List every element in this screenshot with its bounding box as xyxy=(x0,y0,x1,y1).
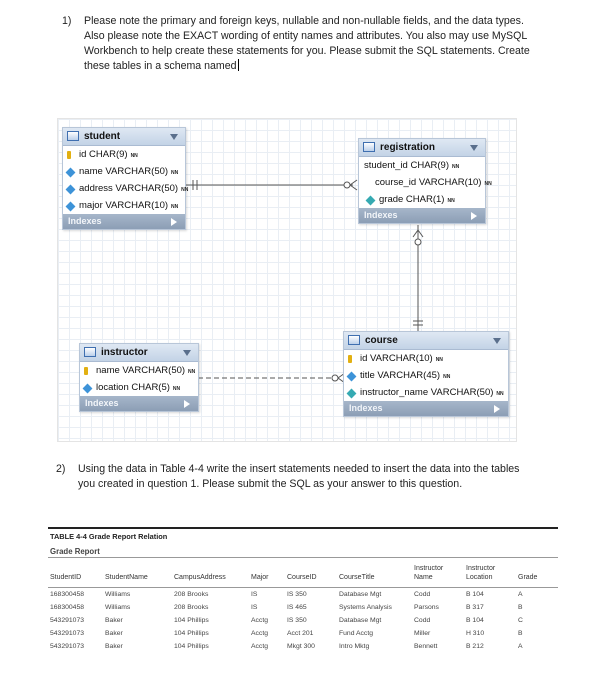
indexes-label: Indexes xyxy=(68,216,102,226)
question-1-line: Also please note the EXACT wording of entity names and attributes. You also may use MySQL xyxy=(84,30,528,42)
table-cell: 208 Brooks xyxy=(174,591,209,598)
table-cell: A xyxy=(518,643,523,650)
entity-header[interactable] xyxy=(80,344,198,362)
table-cell: Baker xyxy=(105,630,123,637)
entity-name: registration xyxy=(380,142,436,153)
table-cell: Systems Analysis xyxy=(339,604,392,611)
table-cell: Acctg xyxy=(251,630,268,637)
table-cell: 543291073 xyxy=(50,630,85,637)
column-header: StudentID xyxy=(50,574,82,581)
question-2-line: Using the data in Table 4-4 write the insert statements needed to insert the data into the tables xyxy=(78,463,520,475)
collapse-arrow-icon[interactable] xyxy=(183,350,191,356)
field-text: name VARCHAR(50) xyxy=(96,365,186,376)
field-text: id CHAR(9) xyxy=(79,149,128,160)
entity-name: instructor xyxy=(101,347,148,358)
field-row xyxy=(344,350,508,367)
field-row xyxy=(80,362,198,379)
nn-tag: NN xyxy=(172,386,181,392)
table-cell: Parsons xyxy=(414,604,439,611)
question-2 xyxy=(56,462,566,494)
primary-key-icon xyxy=(348,355,352,363)
table-icon xyxy=(363,142,375,152)
field-row xyxy=(80,379,198,396)
table-cell: 104 Phillips xyxy=(174,643,209,650)
question-2-line: you created in question 1. Please submit the SQL as your answer to this question. xyxy=(78,478,463,490)
entity-instructor[interactable] xyxy=(79,343,199,412)
question-2-text xyxy=(78,462,519,492)
table-cell: B 104 xyxy=(466,591,484,598)
table-cell: IS xyxy=(251,604,258,611)
nn-tag: NN xyxy=(496,391,504,397)
column-header: Grade xyxy=(518,574,538,581)
question-1-line: Workbench to help create these statements for you. Please submit the SQL statements. Create xyxy=(84,45,530,57)
column-diamond-icon xyxy=(366,196,376,206)
indexes-label: Indexes xyxy=(364,210,398,220)
table-cell: Bennett xyxy=(414,643,438,650)
field-row xyxy=(344,367,508,384)
table-cell: 543291073 xyxy=(50,643,85,650)
collapse-arrow-icon[interactable] xyxy=(493,338,501,344)
table-cell: 208 Brooks xyxy=(174,604,209,611)
table-cell: Database Mgt xyxy=(339,591,382,598)
column-header: Instructor Name xyxy=(414,565,444,581)
entity-header[interactable] xyxy=(344,332,508,350)
question-1-line-text: these tables in a schema named xyxy=(84,60,237,72)
table-cell: Miller xyxy=(414,630,431,637)
column-header: CampusAddress xyxy=(174,574,226,581)
entity-name: course xyxy=(365,335,398,346)
table-cell: B xyxy=(518,604,523,611)
table-cell: Codd xyxy=(414,591,431,598)
field-row xyxy=(359,191,485,208)
er-diagram xyxy=(57,118,517,442)
expand-arrow-icon[interactable] xyxy=(494,405,500,413)
field-text: instructor_name VARCHAR(50) xyxy=(360,387,494,398)
table-icon xyxy=(84,347,96,357)
table-cell: IS 350 xyxy=(287,591,307,598)
column-header: StudentName xyxy=(105,574,148,581)
table-icon xyxy=(67,131,79,141)
field-text: location CHAR(5) xyxy=(96,382,170,393)
table-cell: 168300458 xyxy=(50,604,85,611)
indexes-bar[interactable] xyxy=(63,214,185,229)
field-text: title VARCHAR(45) xyxy=(360,370,441,381)
nn-tag: NN xyxy=(447,198,455,204)
field-text: student_id CHAR(9) xyxy=(364,160,450,171)
table-cell: Mkgt 300 xyxy=(287,643,315,650)
table-cell: B xyxy=(518,630,523,637)
nn-tag: NN xyxy=(171,204,179,210)
indexes-bar[interactable] xyxy=(80,396,198,411)
table-cell: Fund Acctg xyxy=(339,630,374,637)
primary-key-icon xyxy=(84,367,88,375)
table-cell: Baker xyxy=(105,643,123,650)
indexes-bar[interactable] xyxy=(359,208,485,223)
field-row xyxy=(63,163,185,180)
field-row xyxy=(63,180,189,197)
table-cell: 104 Phillips xyxy=(174,630,209,637)
question-1 xyxy=(62,14,562,76)
table-cell: Williams xyxy=(105,604,131,611)
table-cell: H 310 xyxy=(466,630,485,637)
question-1-line xyxy=(84,59,530,74)
table-cell: IS 350 xyxy=(287,617,307,624)
entity-header[interactable] xyxy=(63,128,185,146)
nn-tag: NN xyxy=(130,153,138,159)
indexes-label: Indexes xyxy=(85,398,119,408)
field-text: name VARCHAR(50) xyxy=(79,166,169,177)
nn-tag: NN xyxy=(188,369,196,375)
column-header: CourseID xyxy=(287,574,317,581)
table-cell: B 317 xyxy=(466,604,484,611)
collapse-arrow-icon[interactable] xyxy=(170,134,178,140)
table-cell: IS 465 xyxy=(287,604,307,611)
column-diamond-icon xyxy=(66,185,76,195)
column-diamond-icon xyxy=(83,384,93,394)
question-1-number: 1) xyxy=(62,15,72,27)
primary-key-icon xyxy=(67,151,71,159)
expand-arrow-icon[interactable] xyxy=(471,212,477,220)
table-cell: 104 Phillips xyxy=(174,617,209,624)
grade-report-table xyxy=(48,527,558,665)
indexes-bar[interactable] xyxy=(344,401,508,416)
field-row xyxy=(344,384,508,401)
table-cell: 543291073 xyxy=(50,617,85,624)
question-1-line: Please note the primary and foreign keys, nullable and non-nullable fields, and the data types. xyxy=(84,15,524,27)
column-diamond-icon xyxy=(347,389,357,399)
field-row xyxy=(359,157,485,174)
column-header: Instructor Location xyxy=(466,565,496,581)
expand-arrow-icon[interactable] xyxy=(184,400,190,408)
field-text: major VARCHAR(10) xyxy=(79,200,169,211)
table-subtitle: Grade Report xyxy=(50,547,100,556)
table-cell: Williams xyxy=(105,591,131,598)
nn-tag: NN xyxy=(181,187,189,193)
nn-tag: NN xyxy=(452,164,460,170)
table-cell: Acctg xyxy=(251,643,268,650)
expand-arrow-icon[interactable] xyxy=(171,218,177,226)
table-cell: A xyxy=(518,591,523,598)
table-cell: Baker xyxy=(105,617,123,624)
entity-name: student xyxy=(84,131,121,142)
entity-course[interactable] xyxy=(343,331,509,417)
nn-tag: NN xyxy=(484,181,492,187)
field-row xyxy=(359,174,492,191)
table-icon xyxy=(348,335,360,345)
entity-header[interactable] xyxy=(359,139,485,157)
nn-tag: NN xyxy=(435,357,443,363)
column-header: CourseTitle xyxy=(339,574,375,581)
entity-registration[interactable] xyxy=(358,138,492,224)
column-diamond-icon xyxy=(347,372,357,382)
table-cell: Acctg xyxy=(251,617,268,624)
field-text: address VARCHAR(50) xyxy=(79,183,179,194)
table-title: TABLE 4-4 Grade Report Relation xyxy=(50,532,168,541)
column-header: Major xyxy=(251,574,269,581)
field-row xyxy=(63,146,185,163)
field-text: grade CHAR(1) xyxy=(379,194,445,205)
table-cell: IS xyxy=(251,591,258,598)
entity-student[interactable] xyxy=(62,127,189,230)
question-1-text xyxy=(84,14,530,74)
column-diamond-icon xyxy=(66,202,76,212)
table-cell: 168300458 xyxy=(50,591,85,598)
table-cell: B 212 xyxy=(466,643,484,650)
field-text: course_id VARCHAR(10) xyxy=(375,177,482,188)
text-cursor xyxy=(238,59,239,71)
table-cell: Codd xyxy=(414,617,431,624)
question-2-number: 2) xyxy=(56,463,66,475)
table-cell: B 104 xyxy=(466,617,484,624)
field-row xyxy=(63,197,185,214)
table-cell: C xyxy=(518,617,523,624)
indexes-label: Indexes xyxy=(349,403,383,413)
collapse-arrow-icon[interactable] xyxy=(470,145,478,151)
column-diamond-icon xyxy=(66,168,76,178)
table-cell: Database Mgt xyxy=(339,617,382,624)
nn-tag: NN xyxy=(171,170,179,176)
field-text: id VARCHAR(10) xyxy=(360,353,433,364)
table-cell: Acct 201 xyxy=(287,630,314,637)
nn-tag: NN xyxy=(443,374,451,380)
table-cell: Intro Mktg xyxy=(339,643,370,650)
